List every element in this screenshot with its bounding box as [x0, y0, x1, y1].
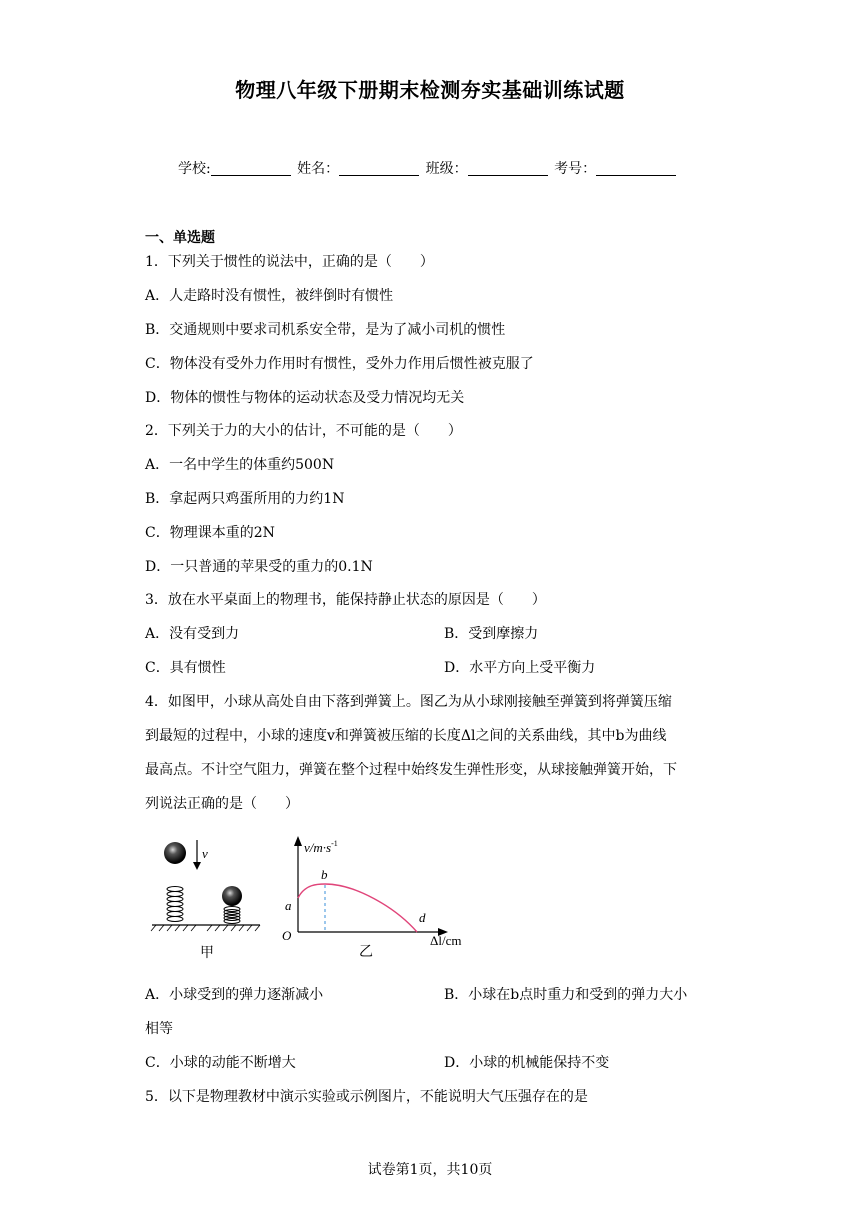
exam-number-blank [596, 161, 676, 176]
figure-jia-label: 甲 [200, 946, 214, 961]
question-4-stem-line-4: 列说法正确的是（ ） [145, 796, 299, 812]
question-1-option-c: C．物体没有受外力作用时有惯性，受外力作用后惯性被克服了 [145, 356, 534, 372]
question-2-option-c: C．物理课本重的2N [145, 525, 275, 541]
question-1-option-a: A．人走路时没有惯性，被绊倒时有惯性 [145, 288, 394, 304]
question-3-stem: 3．放在水平桌面上的物理书，能保持静止状态的原因是（ ） [145, 592, 546, 608]
question-2-option-d: D．一只普通的苹果受的重力的0.1N [145, 559, 373, 575]
exam-number-label: 考号： [554, 161, 597, 177]
x-axis-label: Δl/cm [430, 933, 462, 948]
question-4-stem-line-2: 到最短的过程中，小球的速度v和弹簧被压缩的长度Δl之间的关系曲线，其中b为曲线 [145, 728, 667, 744]
question-4-option-b-line-1: B．小球在b点时重力和受到的弹力大小 [444, 987, 688, 1003]
question-4-stem-line-3: 最高点。不计空气阻力，弹簧在整个过程中始终发生弹性形变，从球接触弹簧开始，下 [145, 762, 677, 778]
velocity-label: v [202, 846, 208, 861]
spring-compressed [224, 907, 240, 924]
question-4-option-a: A．小球受到的弹力逐渐减小 [145, 987, 324, 1003]
origin-label: O [282, 928, 292, 943]
page-title: 物理八年级下册期末检测夯实基础训练试题 [235, 78, 625, 102]
question-1-stem: 1．下列关于惯性的说法中，正确的是（ ） [145, 254, 434, 270]
section-heading: 一、单选题 [145, 230, 215, 246]
question-1-option-d: D．物体的惯性与物体的运动状态及受力情况均无关 [145, 390, 465, 406]
question-3-option-d: D．水平方向上受平衡力 [444, 660, 596, 676]
question-2-option-b: B．拿起两只鸡蛋所用的力约1N [145, 491, 345, 507]
question-4-option-c: C．小球的动能不断增大 [145, 1055, 296, 1071]
page-footer: 试卷第1页，共10页 [367, 1162, 493, 1178]
spring-uncompressed [167, 887, 183, 922]
y-axis-label: $v/m\cdot s^{-1}$ [304, 839, 338, 855]
name-blank [339, 161, 419, 176]
point-b-label: b [321, 867, 328, 882]
question-3-option-b: B．受到摩擦力 [444, 626, 539, 642]
velocity-curve [298, 884, 417, 932]
question-2-stem: 2．下列关于力的大小的估计，不可能的是（ ） [145, 423, 462, 439]
name-label: 姓名： [297, 161, 340, 177]
ball-on-spring [222, 886, 242, 906]
figure-yi-label: 乙 [359, 945, 373, 960]
student-info-line [178, 158, 678, 178]
question-4-option-b-line-2: 相等 [145, 1021, 173, 1037]
ground [151, 925, 260, 931]
y-axis-arrow [294, 836, 302, 846]
question-4-option-d: D．小球的机械能保持不变 [444, 1055, 610, 1071]
question-3-option-a: A．没有受到力 [145, 626, 240, 642]
class-blank [468, 161, 548, 176]
point-d-label: d [419, 910, 426, 925]
school-label: 学校: [178, 161, 211, 177]
question-2-option-a: A．一名中学生的体重约500N [145, 457, 335, 473]
question-4-stem-line-1: 4．如图甲，小球从高处自由下落到弹簧上。图乙为从小球刚接触至弹簧到将弹簧压缩 [145, 694, 672, 710]
question-5-stem: 5．以下是物理教材中演示实验或示例图片，不能说明大气压强存在的是 [145, 1089, 588, 1105]
class-label: 班级： [425, 161, 468, 177]
velocity-arrow-head [193, 862, 201, 870]
point-a-label: a [285, 898, 292, 913]
falling-ball [164, 842, 186, 864]
question-1-option-b: B．交通规则中要求司机系安全带，是为了减小司机的惯性 [145, 322, 506, 338]
question-4-figure [140, 822, 480, 967]
school-blank [211, 161, 291, 176]
question-3-option-c: C．具有惯性 [145, 660, 226, 676]
